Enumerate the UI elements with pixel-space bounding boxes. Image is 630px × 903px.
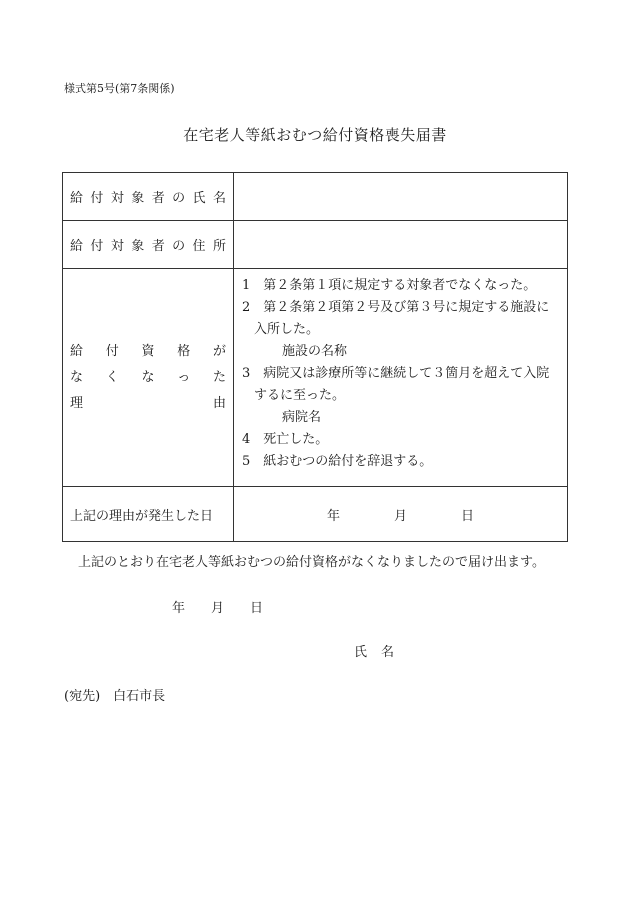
submit-month: 月 <box>211 601 225 616</box>
submit-day: 日 <box>250 601 264 616</box>
date-day: 日 <box>461 508 475 524</box>
label-char: く <box>105 369 119 385</box>
addressee: (宛先) 白石市長 <box>64 689 166 704</box>
label-char: の <box>172 239 186 254</box>
name-label-cell <box>63 173 234 221</box>
address-label <box>70 235 226 254</box>
label-char: 対 <box>110 191 124 206</box>
reason-row <box>63 269 568 487</box>
label-char: 者 <box>151 239 165 254</box>
date-input-cell[interactable] <box>234 487 568 542</box>
label-char: 氏 <box>192 191 206 206</box>
name-char-1: 氏 <box>354 645 368 660</box>
label-char: 付 <box>105 343 119 359</box>
label-char: 対 <box>110 239 124 254</box>
label-char: 給 <box>70 343 84 359</box>
reason-2-continued: 入所した。 <box>254 322 320 337</box>
label-char: 格 <box>177 343 191 359</box>
label-char: が <box>212 343 226 359</box>
label-char: な <box>141 369 155 385</box>
name-row <box>63 173 568 221</box>
label-char: 名 <box>212 191 226 206</box>
statement: 上記のとおり在宅老人等紙おむつの給付資格がなくなりましたので届け出ます。 <box>78 555 545 570</box>
label-char: 付 <box>90 191 104 206</box>
label-char: の <box>172 191 186 206</box>
name-input-cell[interactable] <box>234 173 568 221</box>
label-char: な <box>70 369 84 385</box>
address-row <box>63 221 568 269</box>
reasons-cell <box>234 269 568 487</box>
label-char: 付 <box>90 239 104 254</box>
label-char: 所 <box>212 239 226 254</box>
label-char: 象 <box>131 191 145 206</box>
document-title: 在宅老人等紙おむつ給付資格喪失届書 <box>183 126 447 144</box>
reason-label-cell <box>63 269 234 487</box>
date-year: 年 <box>326 508 340 524</box>
reason-2[interactable]: 2 第２条第２項第２号及び第３号に規定する施設に <box>242 300 550 315</box>
date-month: 月 <box>393 508 407 524</box>
label-char: 資 <box>141 343 155 359</box>
reason-5[interactable]: 5 紙おむつの給付を辞退する。 <box>242 454 433 469</box>
label-char: っ <box>177 369 191 385</box>
label-char: 給 <box>70 191 84 206</box>
label-char: た <box>212 369 226 385</box>
label-char: 住 <box>192 239 206 254</box>
submit-date[interactable] <box>172 597 289 616</box>
reason-1[interactable]: 1 第２条第１項に規定する対象者でなくなった。 <box>242 278 537 293</box>
label-char: 象 <box>131 239 145 254</box>
address-input-cell[interactable] <box>234 221 568 269</box>
name-char-2: 名 <box>381 645 395 660</box>
reason-label-line-3 <box>70 391 226 417</box>
applicant-name-label[interactable] <box>354 641 408 660</box>
label-char: 由 <box>212 395 226 411</box>
facility-name-label: 施設の名称 <box>282 344 348 359</box>
name-label <box>70 187 226 206</box>
label-char: 理 <box>70 395 84 411</box>
submit-year: 年 <box>172 601 186 616</box>
reason-label-line-1 <box>70 339 226 365</box>
address-label-cell <box>63 221 234 269</box>
hospital-name-label: 病院名 <box>282 410 322 425</box>
label-char: 者 <box>151 191 165 206</box>
date-label: 上記の理由が発生した日 <box>70 508 214 524</box>
reason-3-continued: するに至った。 <box>254 388 346 403</box>
form-number: 様式第5号(第7条関係) <box>64 82 175 95</box>
reason-3[interactable]: 3 病院又は診療所等に継続して３箇月を超えて入院 <box>242 366 550 381</box>
application-table <box>62 172 568 542</box>
label-char: 給 <box>70 239 84 254</box>
reason-4[interactable]: 4 死亡した。 <box>242 432 329 447</box>
date-row <box>63 487 568 542</box>
reason-label-line-2 <box>70 365 226 391</box>
date-label-cell <box>63 487 234 542</box>
